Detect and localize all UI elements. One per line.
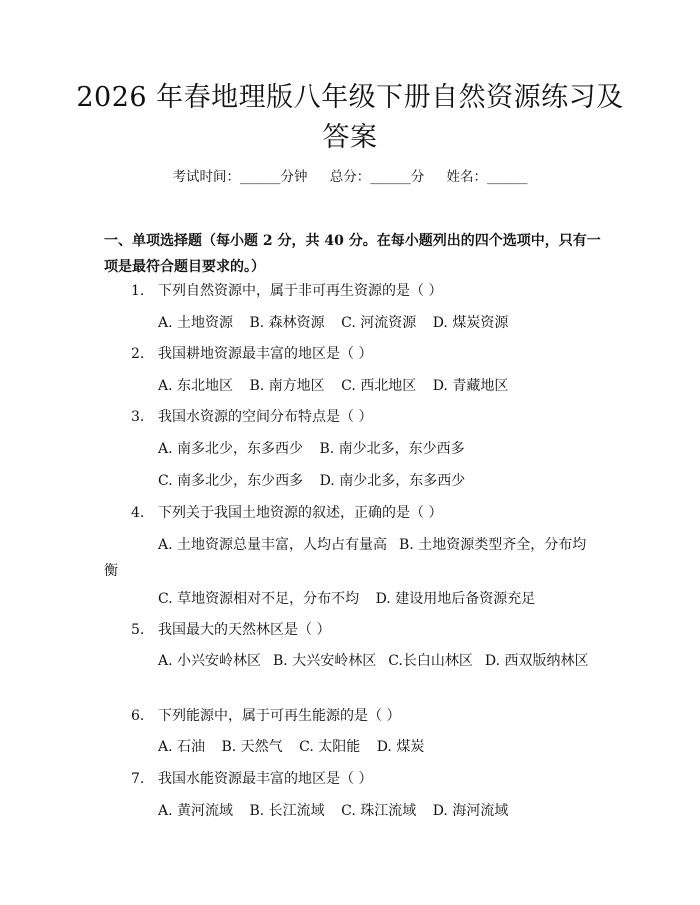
option-c: C. 河流资源 (341, 315, 417, 331)
question-2-options (158, 376, 520, 396)
option-b: B. 南少北多，东少西多 (319, 441, 465, 457)
option-b: B. 大兴安岭林区 (273, 653, 377, 669)
document-title (60, 78, 640, 158)
question-number: 5. (131, 622, 145, 638)
question-2 (131, 344, 372, 364)
question-3 (131, 407, 372, 427)
question-stem: 下列自然资源中，属于非可再生资源的是（ ） (158, 283, 443, 299)
question-stem: 我国耕地资源最丰富的地区是（ ） (158, 346, 373, 362)
question-number: 4. (131, 505, 145, 521)
title-line-2: 答案 (322, 122, 378, 153)
total-score-field: 总分：______分 (329, 169, 425, 185)
option-c: C. 南多北少，东少西多 (158, 473, 304, 489)
exam-time-field: 考试时间：______分钟 (172, 169, 308, 185)
option-d: D. 海河流域 (432, 803, 509, 819)
question-number: 1. (131, 283, 145, 299)
question-number: 2. (131, 346, 145, 362)
option-c: C.长白山林区 (388, 653, 473, 669)
question-stem: 我国水能资源最丰富的地区是（ ） (158, 771, 373, 787)
option-b: B. 长江流域 (249, 803, 325, 819)
option-d: D. 青藏地区 (432, 378, 509, 394)
question-3-options-row-2 (158, 471, 477, 491)
question-stem: 下列能源中，属于可再生能源的是（ ） (158, 708, 401, 724)
question-5-options (104, 648, 604, 674)
question-6-options (158, 737, 436, 757)
question-5 (131, 620, 330, 640)
question-stem: 下列关于我国土地资源的叙述，正确的是（ ） (158, 505, 443, 521)
option-a: A. 黄河流域 (158, 803, 234, 819)
question-1-options (158, 313, 520, 333)
option-c: C. 太阳能 (299, 739, 361, 755)
question-3-options-row-1 (158, 439, 477, 459)
title-line-1: 2026 年春地理版八年级下册自然资源练习及 (76, 82, 624, 113)
option-a: A. 土地资源总量丰富，人均占有量高 (158, 537, 388, 553)
option-d: D. 煤炭 (376, 739, 425, 755)
question-number: 6. (131, 708, 145, 724)
question-4 (131, 503, 442, 523)
question-4-options-row-1 (104, 532, 604, 584)
question-stem: 我国最大的天然林区是（ ） (158, 622, 331, 638)
student-name-field: 姓名：______ (446, 169, 528, 185)
option-d: D. 南少北多，东多西少 (319, 473, 466, 489)
option-c: C. 珠江流域 (341, 803, 417, 819)
question-number: 7. (131, 771, 145, 787)
exam-info-line (0, 167, 700, 187)
option-b: B. 南方地区 (249, 378, 325, 394)
option-b: B. 森林资源 (249, 315, 325, 331)
question-6 (131, 706, 400, 726)
question-stem: 我国水资源的空间分布特点是（ ） (158, 409, 373, 425)
section-heading-single-choice: 一、单项选择题（每小题 2 分，共 40 分。在每小题列出的四个选项中，只有一项是最符合题目要求的。） (104, 233, 601, 275)
question-7 (131, 769, 372, 789)
option-c: C. 西北地区 (341, 378, 417, 394)
question-7-options (158, 801, 520, 821)
option-d: D. 西双版纳林区 (484, 653, 589, 669)
option-a: A. 土地资源 (158, 315, 234, 331)
option-b: B. 土地资源类型齐全，分布均衡 (104, 537, 587, 579)
question-number: 3. (131, 409, 145, 425)
option-c: C. 草地资源相对不足，分布不均 (158, 591, 360, 607)
option-b: B. 天然气 (221, 739, 283, 755)
option-a: A. 南多北少，东多西少 (158, 441, 304, 457)
question-4-options-row-2 (158, 589, 547, 609)
option-a: A. 石油 (158, 739, 206, 755)
question-1 (131, 281, 442, 301)
option-d: D. 建设用地后备资源充足 (375, 591, 536, 607)
option-a: A. 小兴安岭林区 (158, 653, 262, 669)
option-a: A. 东北地区 (158, 378, 234, 394)
option-d: D. 煤炭资源 (432, 315, 509, 331)
